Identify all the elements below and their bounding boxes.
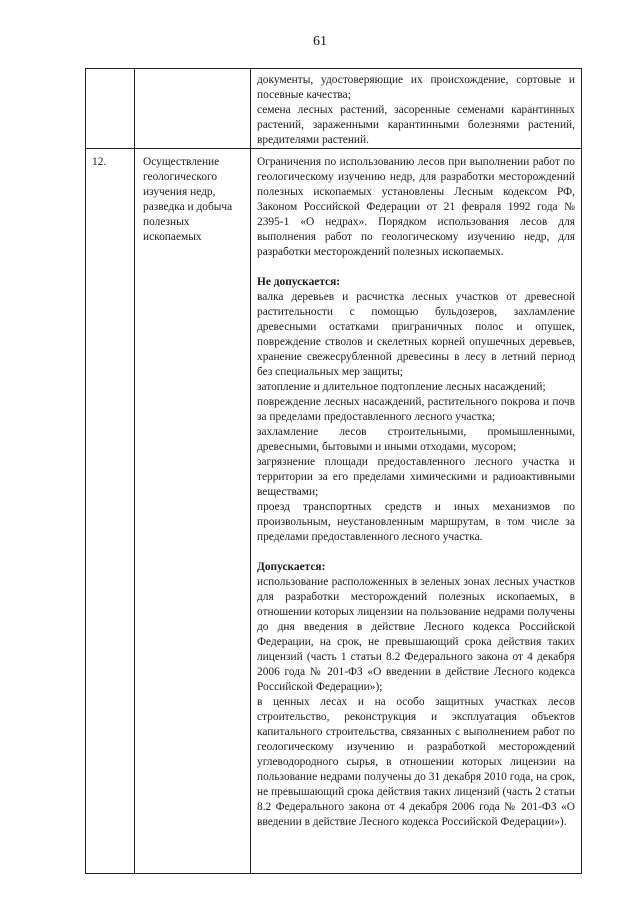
intro-text: Ограничения по использованию лесов при выполнении работ по геологическому изучению недр, для разработки месторождений полезных ископаемых установлены Лесным кодексом РФ, Законом Российской Федерации от 21 февраля 1992 года № 2395-1 «О недрах». Порядком использования лесов для выполнения работ по геологическому изучению недр, для разработки месторождений полезных ископаемых. [257,156,575,258]
list-item: использование расположенных в зеленых зонах лесных участков для разработки месторождений полезных ископаемых, в отношении которых лицензии на пользование недрами получены до дня введения в действие Лесного кодекса Российской Федерации, на срок, не превышающий срока действия таких лицензий (часть 1 статьи 8.2 Федерального закона от 4 декабря 2006 года № 201-ФЗ «О введении в действие Лесного кодекса Российской Федерации»); [257,576,575,693]
text-line: семена лесных растений, засоренные семенами карантинных растений, зараженными карантинными болезнями растений, вредителями растений. [257,104,575,146]
row-divider [86,148,581,149]
previous-row-content [257,73,575,148]
row-number: 12. [92,156,107,168]
allowed-heading: Допускается: [257,561,326,573]
activity-name: Осуществление геологического изучения недр, разведка и добыча полезных ископаемых [143,156,233,243]
page-number: 61 [313,34,327,49]
list-item: валка деревьев и расчистка лесных участков от древесной растительности с помощью бульдозеров, захламление древесными остатками приграничных полос и опушек, повреждение стволов и скелетных корней опушечных деревьев, хранение свежесрубленной древесины в лесу в летний период без специальных мер защиты; [257,291,575,378]
regulations-table [85,68,582,874]
list-item: повреждение лесных насаждений, растительного покрова и почв за пределами предоставленного лесного участка; [257,396,575,423]
column-divider [134,69,135,873]
list-item: проезд транспортных средств и иных механизмов по произвольным, неустановленным маршрутам, в том числе за пределами предоставленного лесного участка. [257,501,575,543]
column-divider [250,69,251,873]
list-item: захламление лесов строительными, промышленными, древесными, бытовыми и иными отходами, мусором; [257,426,575,453]
not-allowed-heading: Не допускается: [257,276,341,288]
list-item: в ценных лесах и на особо защитных участках лесов строительство, реконструкция и эксплуатация объектов капитального строительства, связанных с выполнением работ по геологическому изучению и разработкой месторождений углеводородного сырья, в отношении которых лицензии на пользование недрами получены до 31 декабря 2010 года, на срок, не превышающий срока действия таких лицензий (часть 2 статьи 8.2 Федерального закона от 4 декабря 2006 года № 201-ФЗ «О введении в действие Лесного кодекса Российской Федерации»). [257,696,575,828]
row-content [257,155,575,830]
list-item: загрязнение площади предоставленного лесного участка и территории за его пределами химическими и радиоактивными веществами; [257,456,575,498]
list-item: затопление и длительное подтопление лесных насаждений; [257,381,546,393]
text-line: документы, удостоверяющие их происхождение, сортовые и посевные качества; [257,74,575,101]
